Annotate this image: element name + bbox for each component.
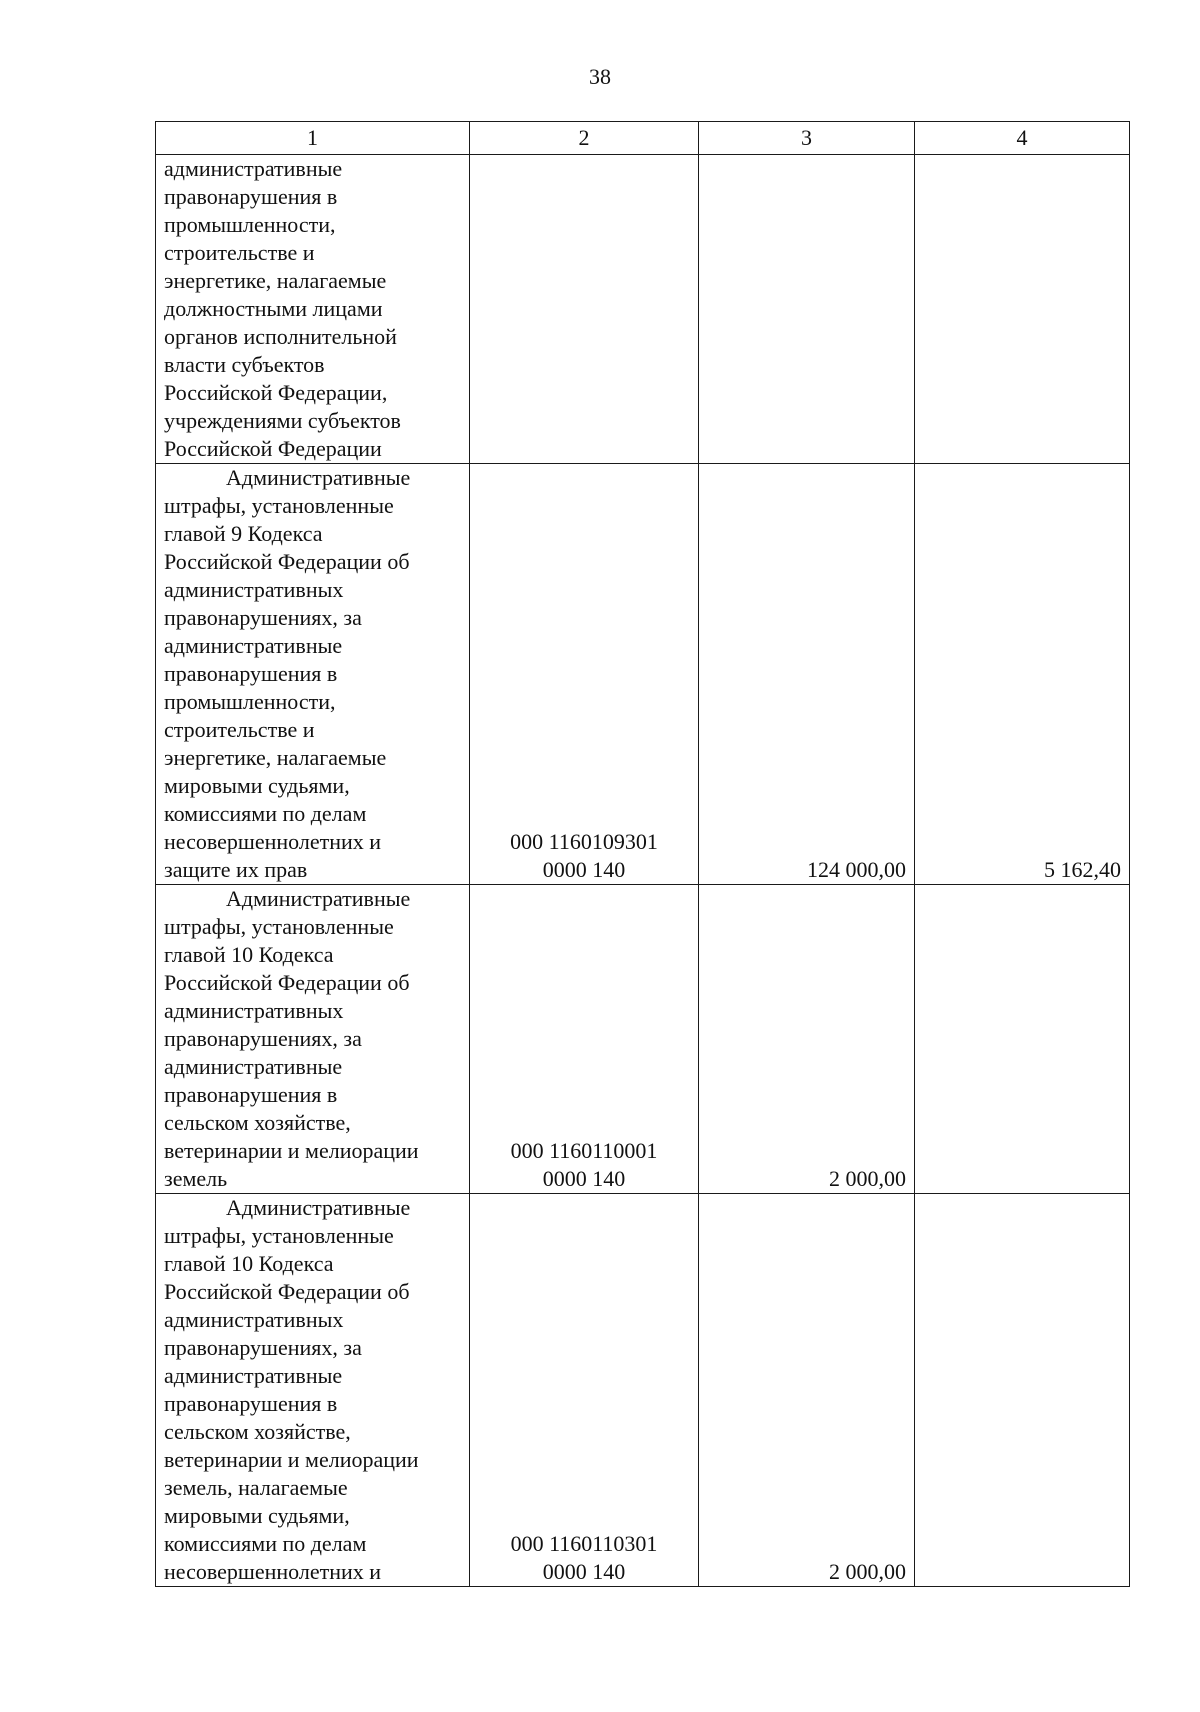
row-name-line: правонарушения в [164,184,338,209]
table-row [156,464,1130,885]
row-name-line: административных [164,998,344,1023]
row-name-line: главой 9 Кодекса [164,521,323,546]
row-name-line: комиссиями по делам [164,801,367,826]
table-row [156,155,1130,464]
row-amount-cell: 124 000,00 [699,464,915,885]
row-code-line: 000 1160109301 [510,829,658,854]
row-code-cell [470,155,699,464]
row-name-line: комиссиями по делам [164,1531,367,1556]
row-name-cell [156,155,470,464]
row-name-cell [156,1194,470,1587]
row-name-line: органов исполнительной [164,324,397,349]
table-header-row [156,122,1130,155]
row-name-line: Российской Федерации [164,436,382,461]
row-name-line: земель, налагаемые [164,1475,348,1500]
row-name-line: правонарушениях, за [164,1335,362,1360]
row-name-line: административные [164,156,343,181]
row-name-line: штрафы, установленные [164,493,394,518]
row-name-line: правонарушения в [164,661,338,686]
row-name-line: промышленности, [164,212,336,237]
row-executed-cell: 5 162,40 [915,464,1130,885]
row-name-line: Российской Федерации, [164,380,388,405]
row-name-line: мировыми судьями, [164,1503,350,1528]
row-code-cell [470,885,699,1194]
row-code-cell [470,1194,699,1587]
row-name-line: несовершеннолетних и [164,1559,382,1584]
row-name-line: защите их прав [164,857,308,882]
row-name-line: несовершеннолетних и [164,829,382,854]
row-name-cell [156,464,470,885]
row-amount-cell [699,155,915,464]
row-executed-cell [915,1194,1130,1587]
page-number: 38 [589,64,611,89]
row-name-line: административные [164,1363,343,1388]
row-name-cell [156,885,470,1194]
row-name-line: Российской Федерации об [164,549,410,574]
table-body [156,155,1130,1587]
row-code-line: 0000 140 [542,1559,626,1584]
row-name-line: штрафы, установленные [164,914,394,939]
row-name-line: Российской Федерации об [164,970,410,995]
row-name-line: административные [164,1054,343,1079]
row-name-line: промышленности, [164,689,336,714]
row-amount-cell: 2 000,00 [699,885,915,1194]
row-name-line: Административные [226,886,411,911]
row-name-line: строительстве и [164,240,315,265]
row-executed-cell [915,155,1130,464]
row-name-line: сельском хозяйстве, [164,1110,351,1135]
row-code-line: 0000 140 [542,1166,626,1191]
row-name-line: правонарушениях, за [164,605,362,630]
row-name-line: власти субъектов [164,352,325,377]
row-name-line: энергетике, налагаемые [164,745,387,770]
row-name-line: мировыми судьями, [164,773,350,798]
row-code-line: 000 1160110301 [510,1531,658,1556]
row-name-line: административных [164,577,344,602]
table-row [156,1194,1130,1587]
row-name-line: энергетике, налагаемые [164,268,387,293]
row-name-line: главой 10 Кодекса [164,1251,334,1276]
row-code-line: 0000 140 [542,857,626,882]
row-name-line: правонарушениях, за [164,1026,362,1051]
table-row [156,885,1130,1194]
row-name-line: должностными лицами [164,296,383,321]
row-name-line: правонарушения в [164,1082,338,1107]
row-code-cell [470,464,699,885]
row-code-line: 000 1160110001 [510,1138,658,1163]
row-name-line: строительстве и [164,717,315,742]
column-header-3: 3 [699,122,915,155]
row-name-line: земель [164,1166,228,1191]
row-name-line: сельском хозяйстве, [164,1419,351,1444]
row-name-line: учреждениями субъектов [164,408,401,433]
row-name-line: административные [164,633,343,658]
row-amount-cell: 2 000,00 [699,1194,915,1587]
row-name-line: административных [164,1307,344,1332]
row-executed-cell [915,885,1130,1194]
revenue-table [155,121,1130,1587]
row-name-line: Российской Федерации об [164,1279,410,1304]
row-name-line: ветеринарии и мелиорации [164,1447,419,1472]
row-name-line: Административные [226,465,411,490]
column-header-1: 1 [156,122,470,155]
row-name-line: правонарушения в [164,1391,338,1416]
row-name-line: главой 10 Кодекса [164,942,334,967]
column-header-4: 4 [915,122,1130,155]
row-name-line: ветеринарии и мелиорации [164,1138,419,1163]
column-header-2: 2 [470,122,699,155]
row-name-line: Административные [226,1195,411,1220]
row-name-line: штрафы, установленные [164,1223,394,1248]
